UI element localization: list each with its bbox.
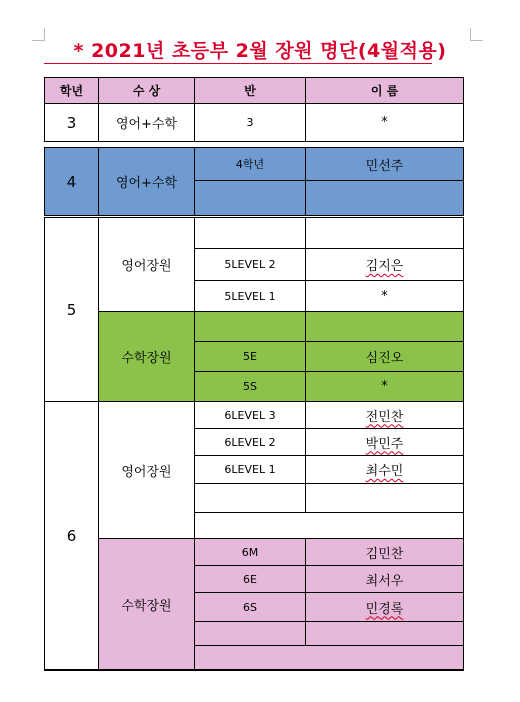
grade-4-award: 영어+수학 <box>98 147 195 216</box>
grade-3-cell: 3 <box>44 103 99 142</box>
grade-5-english-name-1 <box>305 217 464 249</box>
header-class: 반 <box>194 77 306 104</box>
grade-6-english-name-4 <box>305 483 464 513</box>
grade-6-math-name-1: 김민찬 <box>305 538 464 566</box>
grade-6-english-empty-row <box>194 512 464 539</box>
grade-6-english-name-1 <box>305 401 464 429</box>
grade-5-cell: 5 <box>44 217 99 402</box>
grade-5-english-class-3: 5LEVEL 1 <box>194 280 306 312</box>
name-text: 최수민 <box>365 464 404 479</box>
name-text: 박민주 <box>365 436 404 452</box>
grade-3-award: 영어+수학 <box>98 103 195 142</box>
grade-4-name: 민선주 <box>305 147 464 181</box>
grade-5-math-name-3: * <box>305 371 464 402</box>
grade-6-math-class-4 <box>194 621 306 646</box>
grade-3-class: 3 <box>194 103 306 142</box>
grade-6-math-class-1: 6M <box>194 538 306 566</box>
grade-6-english-class-4 <box>194 483 306 513</box>
grade-6-english-class-3: 6LEVEL 1 <box>194 455 306 484</box>
grade-4-class-empty <box>194 180 306 216</box>
grade-4-cell: 4 <box>44 147 99 216</box>
name-text: 김지은 <box>365 259 404 274</box>
grade-5-english-class-2: 5LEVEL 2 <box>194 248 306 281</box>
grade-5-math-class-3: 5S <box>194 371 306 402</box>
page-title: * 2021년 초등부 2월 장원 명단(4월적용) <box>73 40 447 62</box>
grade-5-math-award: 수학장원 <box>98 311 195 402</box>
name-text: 전민찬 <box>365 409 404 425</box>
grade-6-cell: 6 <box>44 401 99 670</box>
title-underline <box>44 63 432 64</box>
grade-6-math-award: 수학장원 <box>98 538 195 670</box>
grade-5-english-name-3: * <box>305 280 464 312</box>
grade-4-class: 4학년 <box>194 147 306 181</box>
grade-6-english-class-1: 6LEVEL 3 <box>194 401 306 429</box>
grade-6-math-empty-row <box>194 645 464 670</box>
header-award: 수 상 <box>98 77 195 104</box>
grade-5-math-name-2: 심진오 <box>305 341 464 372</box>
grade-6-english-name-2 <box>305 428 464 456</box>
grade-5-math-class-1 <box>194 311 306 342</box>
header-name: 이 름 <box>305 77 464 104</box>
grade-6-english-class-2: 6LEVEL 2 <box>194 428 306 456</box>
grade-5-english-class-1 <box>194 217 306 249</box>
grade-4-name-empty <box>305 180 464 216</box>
grade-6-math-name-3 <box>305 592 464 622</box>
grade-5-english-award: 영어장원 <box>98 217 195 312</box>
grade-5-english-name-2 <box>305 248 464 281</box>
grade-6-math-name-2: 최서우 <box>305 565 464 593</box>
grade-3-name: * <box>305 103 464 142</box>
grade-6-english-award: 영어장원 <box>98 401 195 539</box>
grade-6-math-name-4 <box>305 621 464 646</box>
table-bottom-rule <box>44 670 464 671</box>
grade-5-math-class-2: 5E <box>194 341 306 372</box>
grade-5-math-name-1 <box>305 311 464 342</box>
grade-6-english-name-3 <box>305 455 464 484</box>
name-text: 민경록 <box>365 601 404 617</box>
grade-6-math-class-2: 6E <box>194 565 306 593</box>
header-grade: 학년 <box>44 77 99 104</box>
grade-6-math-class-3: 6S <box>194 592 306 622</box>
